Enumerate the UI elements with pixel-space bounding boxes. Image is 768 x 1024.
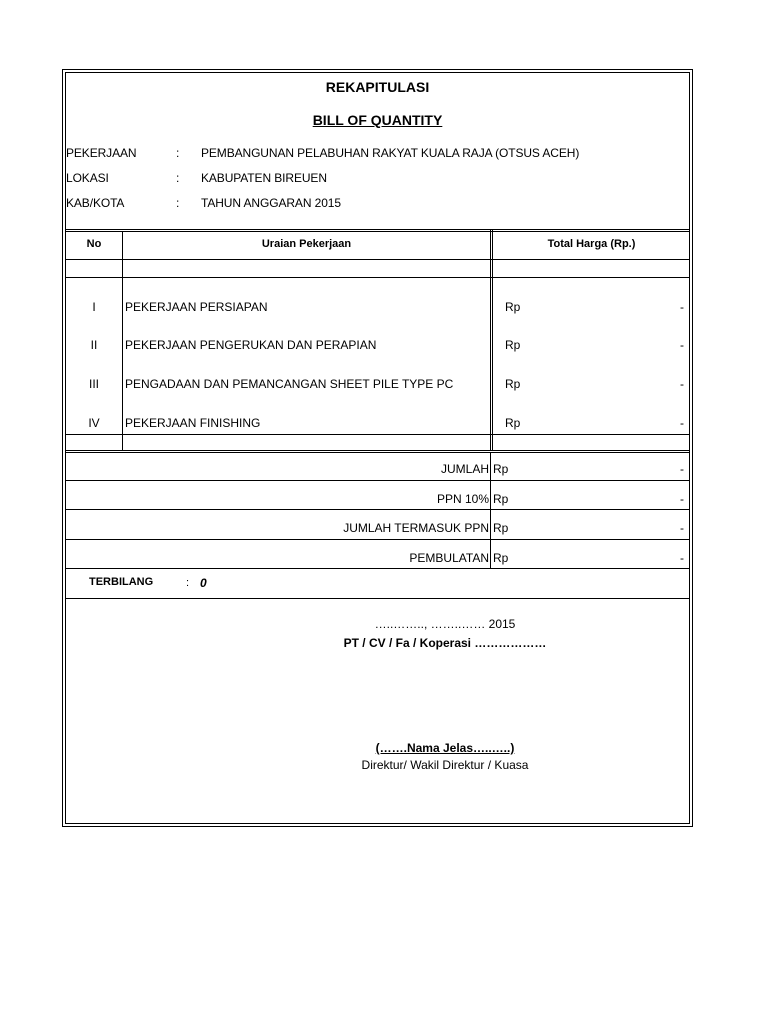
total-label-ppn: PPN 10% xyxy=(436,492,489,506)
row-description: PEKERJAAN PERSIAPAN xyxy=(125,300,268,314)
table-body-bottom-inner xyxy=(65,452,690,453)
info-colon: : xyxy=(176,171,180,185)
row-currency: Rp xyxy=(505,416,521,430)
total-amount: - xyxy=(680,551,684,565)
row-description: PEKERJAAN PENGERUKAN DAN PERAPIAN xyxy=(125,338,377,352)
row-number: II xyxy=(90,338,98,352)
table-header-divider xyxy=(65,259,690,260)
total-currency: Rp xyxy=(493,521,509,535)
row-currency: Rp xyxy=(505,377,521,391)
info-value-pekerjaan: PEMBANGUNAN PELABUHAN RAKYAT KUALA RAJA (OTSUS ACEH) xyxy=(201,146,580,160)
row-description: PENGADAAN DAN PEMANCANGAN SHEET PILE TYPE PC xyxy=(125,377,454,391)
info-label-lokasi: LOKASI xyxy=(66,171,109,185)
total-currency: Rp xyxy=(493,551,509,565)
signature-name: (…….Nama Jelas…..…..) xyxy=(375,741,515,755)
info-value-lokasi: KABUPATEN BIREUEN xyxy=(201,171,327,185)
total-currency: Rp xyxy=(493,462,509,476)
table-row-divider xyxy=(65,277,690,278)
total-label-jumlah-termasuk-ppn: JUMLAH TERMASUK PPN xyxy=(343,521,489,535)
table-top-border-inner xyxy=(65,231,690,232)
document-inner-border xyxy=(65,72,690,824)
terbilang-label: TERBILANG xyxy=(89,576,154,588)
totals-row-divider xyxy=(65,480,690,481)
table-top-border xyxy=(65,229,690,230)
info-label-kabkota: KAB/KOTA xyxy=(66,196,125,210)
terbilang-row-divider xyxy=(65,598,690,599)
signature-company: PT / CV / Fa / Koperasi ……………… xyxy=(343,636,547,650)
signature-position: Direktur/ Wakil Direktur / Kuasa xyxy=(361,758,529,772)
terbilang-value: 0 xyxy=(200,576,207,590)
row-amount: - xyxy=(680,377,684,391)
terbilang-colon: : xyxy=(186,577,190,589)
row-description: PEKERJAAN FINISHING xyxy=(125,416,261,430)
info-value-kabkota: TAHUN ANGGARAN 2015 xyxy=(201,196,341,210)
totals-row-divider xyxy=(65,568,690,569)
document-subtitle-text: BILL OF QUANTITY xyxy=(312,112,443,128)
row-currency: Rp xyxy=(505,338,521,352)
total-amount: - xyxy=(680,462,684,476)
total-label-pembulatan: PEMBULATAN xyxy=(409,551,489,565)
column-header-uraian: Uraian Pekerjaan xyxy=(261,238,352,250)
column-divider-no xyxy=(122,231,123,450)
total-amount: - xyxy=(680,492,684,506)
total-label-jumlah: JUMLAH xyxy=(440,462,489,476)
row-number: IV xyxy=(88,416,100,430)
row-currency: Rp xyxy=(505,300,521,314)
column-divider-desc xyxy=(490,229,491,450)
row-amount: - xyxy=(680,300,684,314)
totals-column-divider xyxy=(490,452,491,568)
row-amount: - xyxy=(680,416,684,430)
row-number: I xyxy=(92,300,96,314)
column-header-no: No xyxy=(86,238,102,250)
column-header-total-harga: Total Harga (Rp.) xyxy=(547,238,636,250)
row-amount: - xyxy=(680,338,684,352)
document-title: REKAPITULASI xyxy=(325,79,430,95)
info-label-pekerjaan: PEKERJAAN xyxy=(66,146,137,160)
total-amount: - xyxy=(680,521,684,535)
table-row-divider xyxy=(65,434,690,435)
row-number: III xyxy=(88,377,99,391)
totals-row-divider xyxy=(65,539,690,540)
info-colon: : xyxy=(176,196,180,210)
signature-date-line: …..…….., ……..…… 2015 xyxy=(374,617,516,631)
info-colon: : xyxy=(176,146,180,160)
total-currency: Rp xyxy=(493,492,509,506)
table-body-bottom xyxy=(65,450,690,451)
column-divider-desc-double xyxy=(492,229,493,450)
totals-row-divider xyxy=(65,509,690,510)
document-subtitle xyxy=(65,112,690,128)
